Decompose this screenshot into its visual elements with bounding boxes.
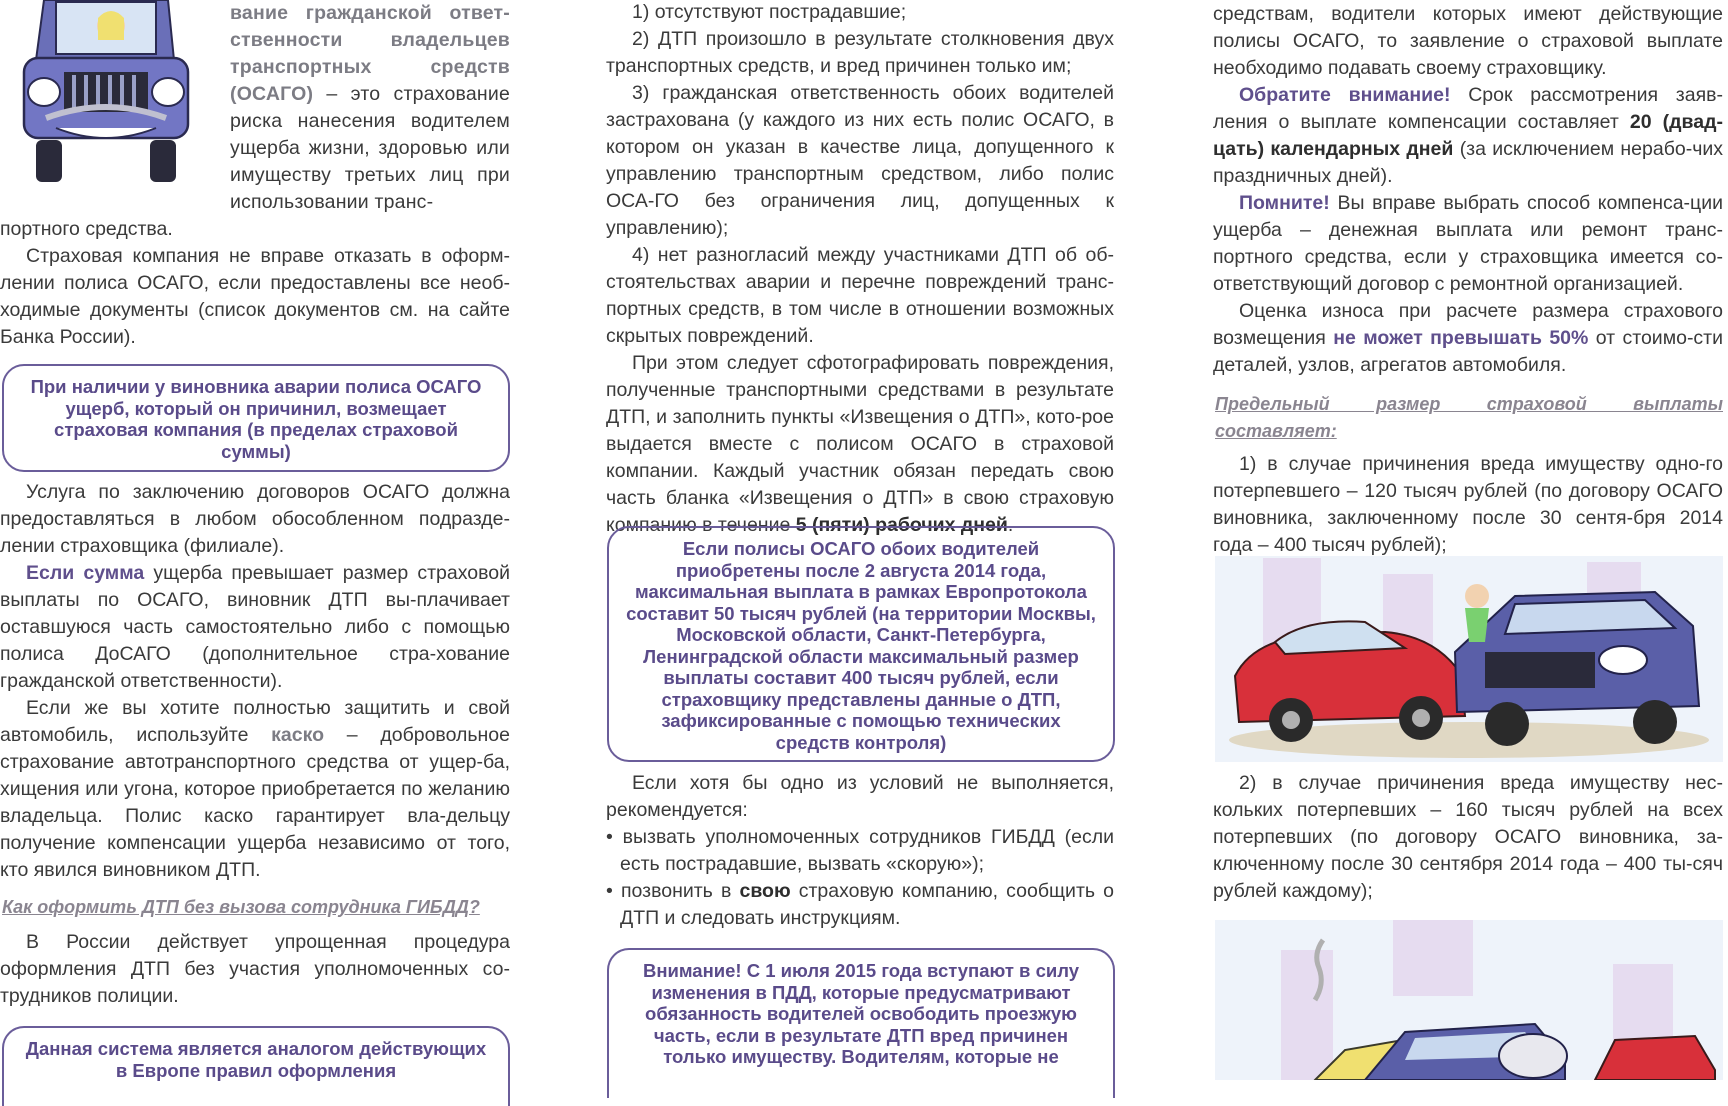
- kasko-text-a: Если же вы хотите полностью защитить и свой автомобиль, используйте: [0, 697, 510, 746]
- photo-deadline: 5 (пяти) рабочих дней: [795, 514, 1008, 536]
- remember-text: Вы вправе выбрать способ компенса-ции ущерба – денежная выплата или ремонт транс-портного средства, если у страховщика имеется со-ответствующий договор с ремонтной организацией.: [1213, 192, 1723, 295]
- paragraph-exceed: [0, 560, 510, 695]
- condition-4: 4) нет разногласий между участниками ДТП об об-стоятельствах аварии и перечне повреждений транс-портных средств, в том числе в отношении возможных скрытых повреждений.: [606, 244, 1114, 347]
- info-box-europrotocol-text: Данная система является аналогом действующих в Европе правил оформления: [25, 1038, 487, 1081]
- wear-text-b: от стоимо-сти деталей, узлов, агрегатов автомобиля.: [1213, 327, 1724, 376]
- section-heading-payout-limit: Предельный размер страховой выплаты составляет:: [1215, 394, 1723, 441]
- paragraph-simple-procedure: В России действует упрощенная процедура оформления ДТП без участия уполномоченных со-трудников полиции.: [0, 931, 510, 1007]
- paragraph-wear: [1213, 298, 1723, 379]
- remember-label: Помните!: [1239, 192, 1330, 214]
- paragraph-if-not: Если хотя бы одно из условий не выполняется, рекомендуется:: [606, 772, 1114, 821]
- info-box-payout-limit-text: Если полисы ОСАГО обоих водителей приобретены после 2 августа 2014 года, максимальная выплата в рамках Европротокола составит 50 тысяч рублей (на территории Москвы, Московской области, Санкт-Петербурга, Ленинградской области максимальный размер выплаты составит 400 тысяч рублей, если страховщику представлены данные о ДТП, зафиксированные с помощью технических средств контроля): [626, 538, 1096, 753]
- condition-3: 3) гражданская ответственность обоих водителей застрахована (у каждого из них есть полис ОСАГО, в котором он указан в качестве лица, допущенного к управлению транспортным средством, либо полис ОСА-ГО без ограничения лиц, допущенных к управлению);: [606, 82, 1114, 239]
- attention-deadline: 20 (двад-цать) календарных дней: [1213, 111, 1723, 160]
- limit-case-2: 2) в случае причинения вреда имуществу нес-кольких потерпевших – 160 тысяч рублей на всех потерпевших (по договору ОСАГО виновника, за-ключенному после 30 сентября 2014 года – 400 ты-сяч рублей каждому);: [1213, 772, 1723, 902]
- paragraph-remember: [1213, 190, 1723, 298]
- intro-paragraph: [230, 0, 510, 216]
- kasko-word: каско: [271, 724, 325, 746]
- info-box-payout-limit: [607, 526, 1115, 762]
- limit-case-1: 1) в случае причинения вреда имуществу одно-го потерпевшего – 120 тысяч рублей (по договору ОСАГО виновника, заключенному после 30 сентя-бря 2014 года – 400 тысяч рублей);: [1213, 453, 1723, 556]
- info-box-culprit-text: При наличии у виновника аварии полиса ОСАГО ущерб, который он причинил, возмещает страховая компания (в пределах страховой суммы): [30, 376, 482, 462]
- photo-end: .: [1007, 514, 1014, 536]
- attention-text-a: Срок рассмотрения заяв-ления о выплате компенсации составляет: [1213, 84, 1723, 133]
- paragraph-attention: [1213, 82, 1723, 190]
- attention-text-b: (за исключением нерабо-чих праздничных дней).: [1213, 138, 1723, 187]
- column-1-lower: [0, 479, 510, 1010]
- bullet-call-insurer: [606, 878, 1114, 932]
- info-box-attention-2015: [607, 948, 1115, 1098]
- paragraph-service: Услуга по заключению договоров ОСАГО должна предоставляться в любом обособленном подразде-лении страховщика (филиале).: [0, 481, 510, 557]
- car-crash-illustration: [1215, 556, 1723, 762]
- wear-limit: не может превышать 50%: [1333, 327, 1589, 349]
- wear-text-a: Оценка износа при расчете размера страхового возмещения: [1213, 300, 1723, 349]
- paragraph-refuse: Страховая компания не вправе отказать в оформ-лении полиса ОСАГО, если предоставлены все необ-ходимые документы (список документов см. на сайте Банка России).: [0, 245, 510, 348]
- intro-rest: – это страхование риска нанесения водителем ущерба жизни, здоровью или имуществу третьих лиц при использовании транс-: [230, 83, 510, 213]
- column-3: [1213, 0, 1723, 559]
- paragraph-kasko: [0, 695, 510, 884]
- info-box-europrotocol: [2, 1026, 510, 1106]
- paragraph-own-insurer: средствам, водители которых имеют действующие полисы ОСАГО, то заявление о страховой выплате необходимо подавать своему страховщику.: [1213, 3, 1723, 79]
- bullet-call-police: • вызвать уполномоченных сотрудников ГИБДД (если есть пострадавшие, вызвать «скорую»);: [606, 826, 1114, 875]
- column-1: [0, 0, 510, 351]
- info-box-attention-2015-text: Внимание! С 1 июля 2015 года вступают в силу изменения в ПДД, которые предусматривают обязанность водителей освободить проезжую часть, если в результате ДТП вред причинен только имуществу. Водителям, которые не: [642, 960, 1080, 1067]
- call-insurer-b: страховую компанию, сообщить о ДТП и следовать инструкциям.: [620, 880, 1115, 929]
- column-2-lower: [606, 770, 1114, 932]
- section-heading-no-police: Как оформить ДТП без вызова сотрудника ГИБДД?: [2, 897, 480, 917]
- info-box-culprit: [2, 364, 510, 472]
- intro-tail: портного средства.: [0, 218, 173, 240]
- exceed-lead: Если сумма: [26, 562, 145, 584]
- multi-car-crash-illustration: [1215, 920, 1723, 1080]
- call-insurer-a: • позвонить в: [606, 880, 732, 902]
- exceed-text: ущерба превышает размер страховой выплаты по ОСАГО, виновник ДТП вы-плачивает оставшуюся часть самостоятельно либо с помощью полиса ДоСАГО (дополнительное стра-хование гражданской ответственности).: [0, 562, 510, 692]
- osago-abbr: (ОСАГО): [230, 83, 314, 105]
- kasko-text-b: – добровольное страхование автотранспортного средства от ущер-ба, хищения или угона, которое приобретается по желанию владельца. Полис каско гарантирует вла-дельцу получение компенсации ущерба независимо от того, кто явился виновником ДТП.: [0, 724, 510, 881]
- condition-2: 2) ДТП произошло в результате столкновения двух транспортных средств, и вред причинен только им;: [606, 28, 1114, 77]
- osago-title: вание гражданской ответ-ственности владельцев транспортных средств: [230, 2, 510, 78]
- photo-text: При этом следует сфотографировать повреждения, полученные транспортными средствами в результате ДТП, и заполнить пункты «Извещения о ДТП», кото-рое выдается вместе с полисом ОСАГО в страховой компании. Каждый участник обязан передать свою часть бланка «Извещения о ДТП» в свою страховую компанию в течение: [606, 352, 1114, 536]
- condition-1: 1) отсутствуют пострадавшие;: [632, 1, 907, 23]
- column-2: [606, 0, 1114, 539]
- column-3-lower: [1213, 770, 1723, 905]
- attention-label: Обратите внимание!: [1239, 84, 1451, 106]
- paragraph-photo: [606, 350, 1114, 539]
- call-insurer-bold: свою: [739, 880, 791, 902]
